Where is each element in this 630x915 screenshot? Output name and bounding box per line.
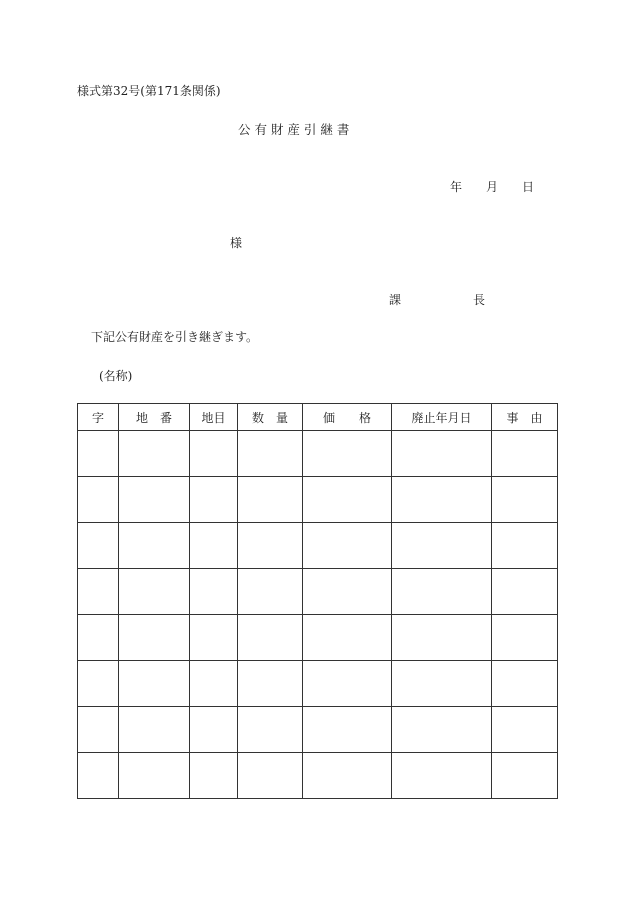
table-cell bbox=[303, 615, 392, 661]
table-cell bbox=[190, 753, 238, 799]
table-cell bbox=[119, 569, 190, 615]
signer-title: 課 長 bbox=[389, 293, 486, 307]
table-cell bbox=[78, 431, 119, 477]
table-row bbox=[78, 661, 558, 707]
table-cell bbox=[119, 615, 190, 661]
table-cell bbox=[492, 431, 558, 477]
table-row bbox=[78, 431, 558, 477]
table-cell bbox=[190, 661, 238, 707]
table-cell bbox=[78, 615, 119, 661]
table-cell bbox=[392, 523, 492, 569]
table-cell bbox=[78, 523, 119, 569]
document-title: 公 有 財 産 引 継 書 bbox=[238, 122, 350, 137]
table-cell bbox=[119, 431, 190, 477]
name-label: (名称) bbox=[99, 369, 133, 383]
table-row bbox=[78, 523, 558, 569]
table-cell bbox=[238, 615, 303, 661]
table-cell bbox=[190, 523, 238, 569]
table-cell bbox=[392, 615, 492, 661]
table-cell bbox=[238, 523, 303, 569]
table-cell bbox=[492, 753, 558, 799]
column-header-quantity: 数 量 bbox=[238, 404, 303, 431]
table-cell bbox=[78, 569, 119, 615]
table-cell bbox=[392, 431, 492, 477]
table-cell bbox=[190, 431, 238, 477]
column-header-reason: 事 由 bbox=[492, 404, 558, 431]
table-cell bbox=[392, 569, 492, 615]
table-cell bbox=[119, 707, 190, 753]
table-cell bbox=[303, 707, 392, 753]
table-cell bbox=[492, 661, 558, 707]
table-cell bbox=[119, 477, 190, 523]
table-cell bbox=[238, 431, 303, 477]
table-cell bbox=[119, 753, 190, 799]
table-cell bbox=[303, 753, 392, 799]
statement-text: 下記公有財産を引き継ぎます。 bbox=[91, 330, 259, 344]
table-cell bbox=[392, 661, 492, 707]
table-cell bbox=[190, 615, 238, 661]
column-header-chiban: 地 番 bbox=[119, 404, 190, 431]
table-cell bbox=[238, 707, 303, 753]
column-header-aza: 字 bbox=[78, 404, 119, 431]
table-cell bbox=[238, 569, 303, 615]
table-cell bbox=[303, 523, 392, 569]
table-cell bbox=[492, 707, 558, 753]
table-cell bbox=[190, 477, 238, 523]
table-cell bbox=[238, 661, 303, 707]
table-cell bbox=[492, 569, 558, 615]
table-cell bbox=[78, 707, 119, 753]
table-cell bbox=[392, 477, 492, 523]
table-cell bbox=[303, 569, 392, 615]
table-cell bbox=[303, 431, 392, 477]
table-row bbox=[78, 615, 558, 661]
table-cell bbox=[303, 661, 392, 707]
table-cell bbox=[119, 661, 190, 707]
table-row bbox=[78, 707, 558, 753]
column-header-abolition-date: 廃止年月日 bbox=[392, 404, 492, 431]
date-line: 年 月 日 bbox=[450, 180, 535, 194]
table-cell bbox=[78, 661, 119, 707]
table-cell bbox=[392, 707, 492, 753]
table-cell bbox=[238, 753, 303, 799]
column-header-price: 価 格 bbox=[303, 404, 392, 431]
table-body bbox=[78, 431, 558, 799]
table-cell bbox=[303, 477, 392, 523]
table-cell bbox=[190, 569, 238, 615]
table-row bbox=[78, 569, 558, 615]
table-row bbox=[78, 753, 558, 799]
addressee-honorific: 様 bbox=[230, 236, 243, 250]
table-row bbox=[78, 477, 558, 523]
table-cell bbox=[78, 477, 119, 523]
table-cell bbox=[238, 477, 303, 523]
form-number: 様式第32号(第171条関係) bbox=[77, 84, 221, 98]
table-cell bbox=[190, 707, 238, 753]
table-cell bbox=[392, 753, 492, 799]
table-cell bbox=[119, 523, 190, 569]
table-cell bbox=[492, 477, 558, 523]
column-header-chimoku: 地目 bbox=[190, 404, 238, 431]
table-cell bbox=[492, 615, 558, 661]
table-cell bbox=[78, 753, 119, 799]
table-header-row bbox=[78, 404, 558, 431]
table-cell bbox=[492, 523, 558, 569]
property-table bbox=[77, 403, 558, 799]
